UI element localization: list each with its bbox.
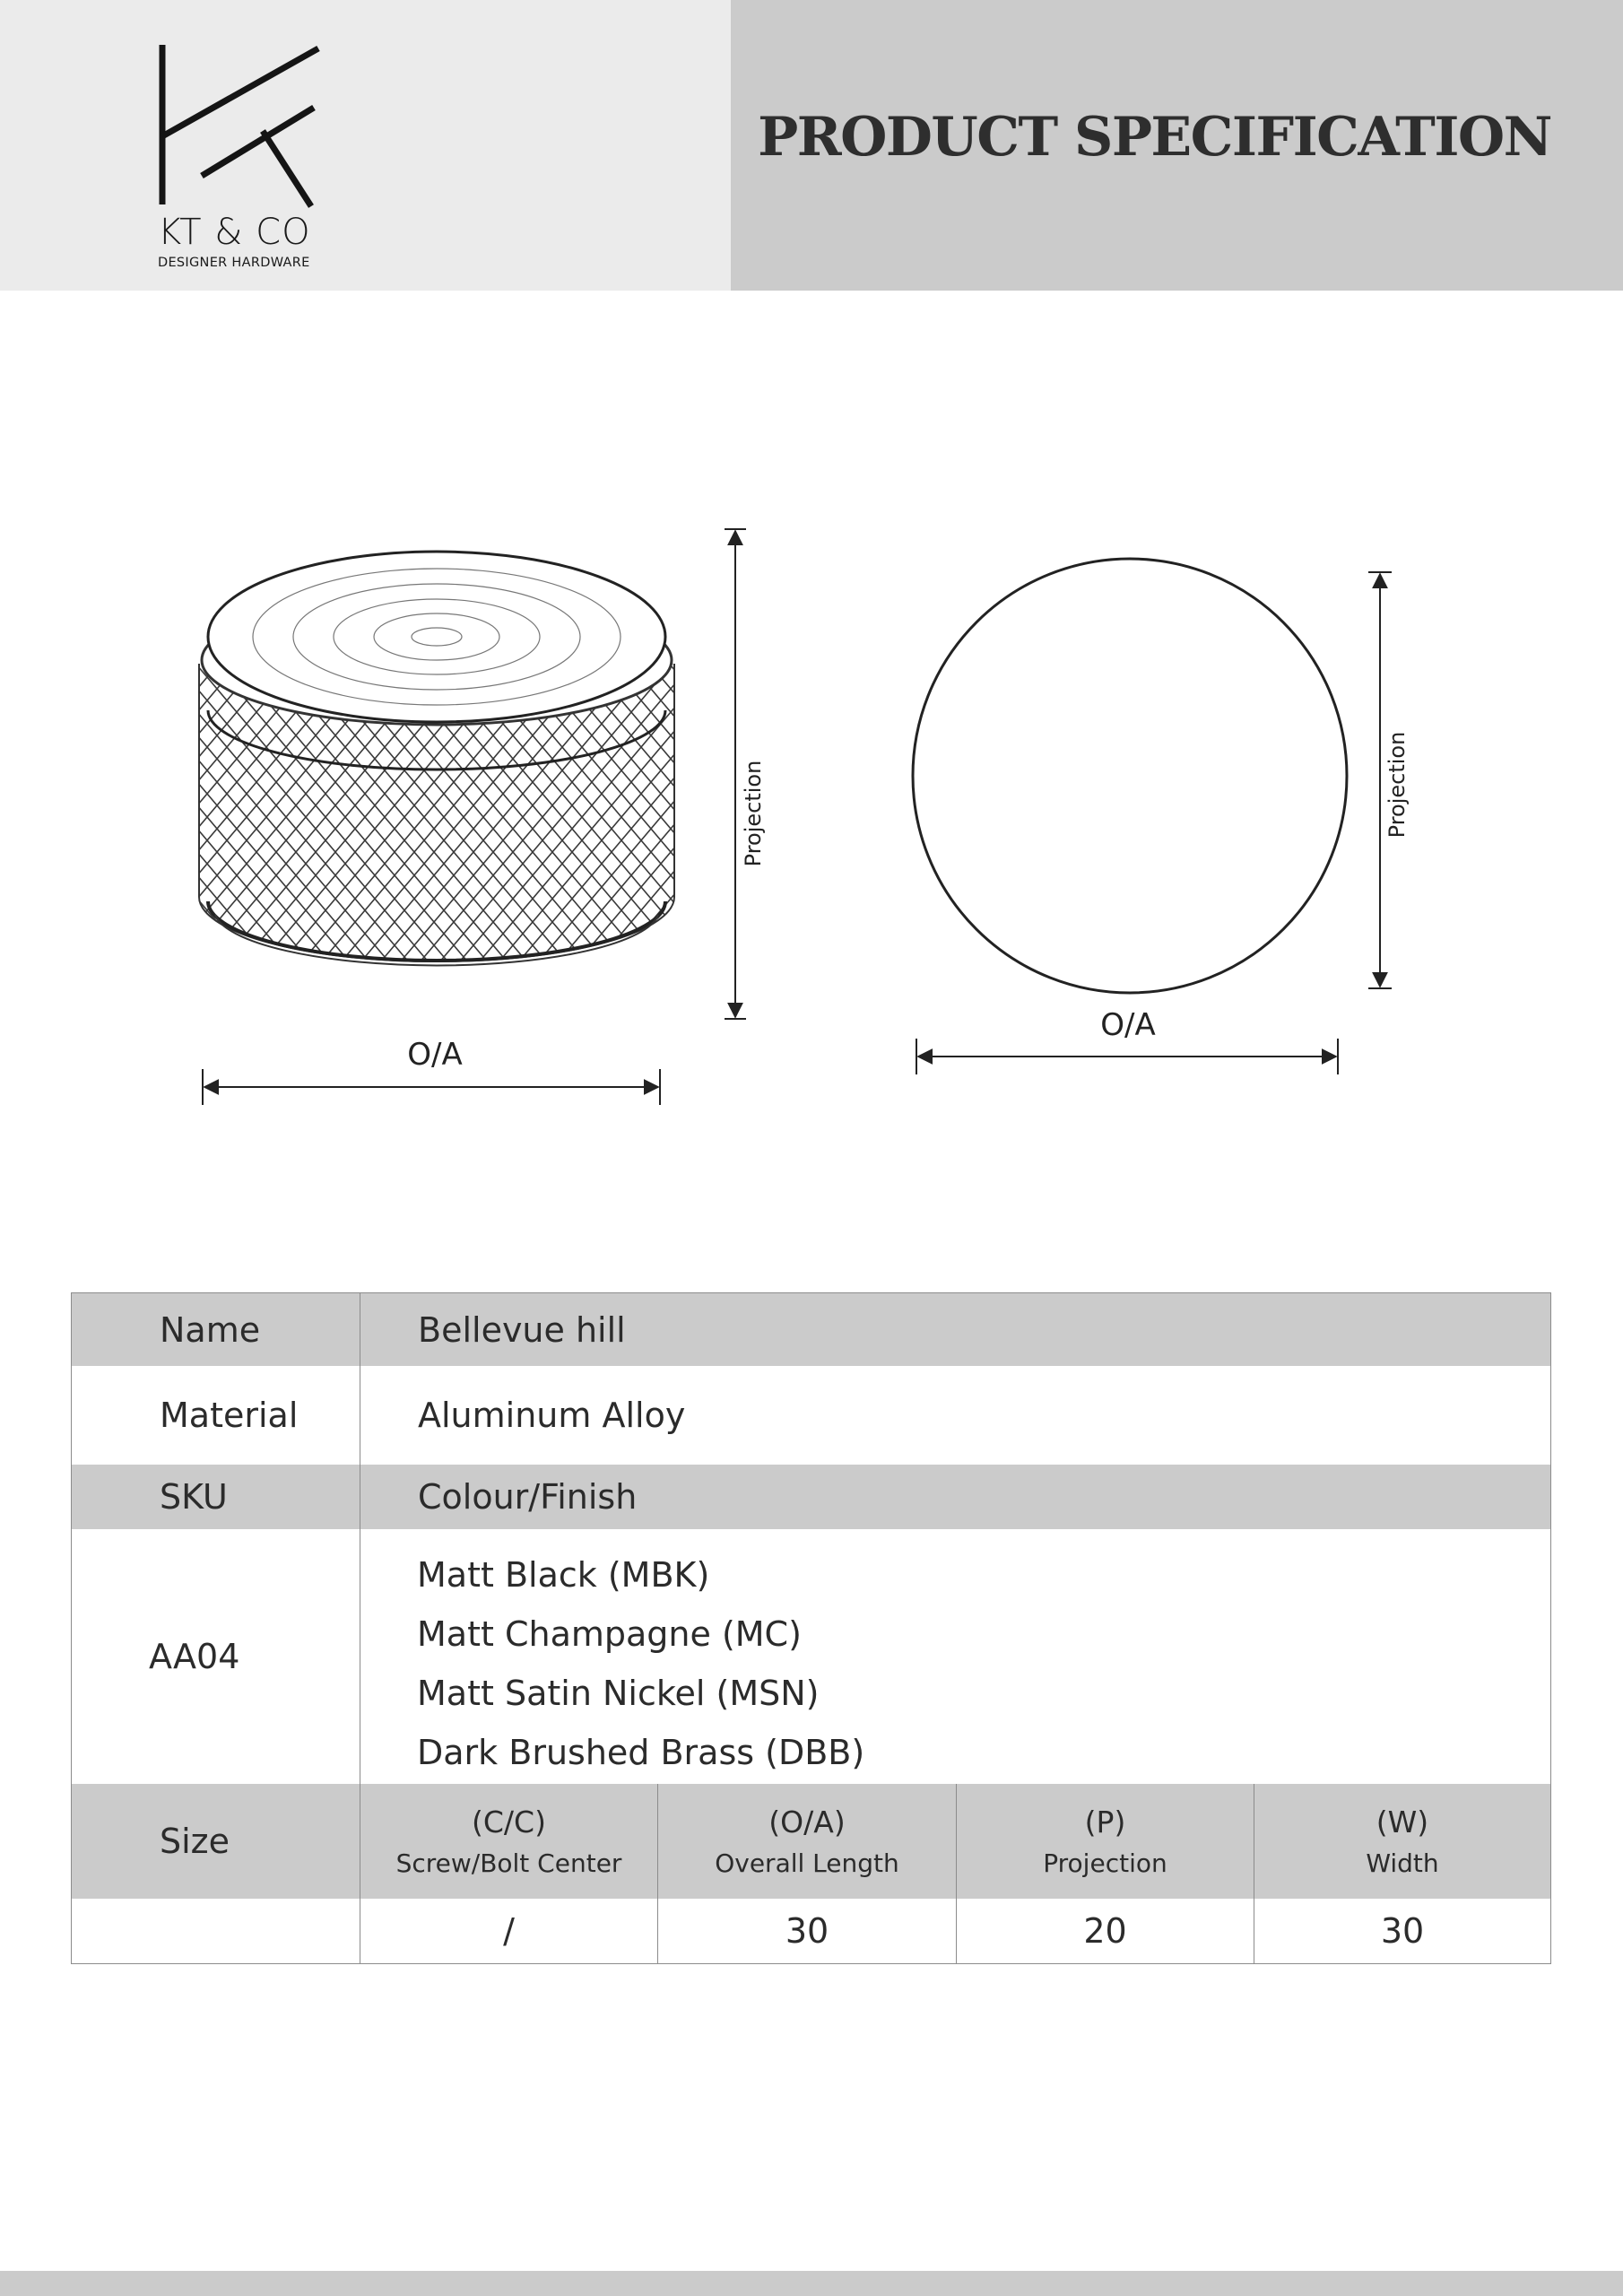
- size-col-code: (O/A): [768, 1805, 846, 1839]
- size-col-p: [957, 1784, 1254, 1899]
- size-col-desc: Projection: [1043, 1848, 1167, 1878]
- size-col-code: (W): [1376, 1805, 1429, 1839]
- finish-item: Matt Black (MBK): [417, 1555, 710, 1595]
- row-material: [72, 1366, 1550, 1465]
- size-col-oa: [658, 1784, 957, 1899]
- size-col-code: (C/C): [472, 1805, 546, 1839]
- finish-item: Matt Champagne (MC): [417, 1614, 802, 1654]
- row-sku-header: [72, 1465, 1550, 1529]
- technical-drawings: [0, 502, 1623, 1148]
- size-value: 30: [1380, 1911, 1425, 1951]
- brand-name: KT & CO: [158, 212, 311, 253]
- row-size-header: [72, 1784, 1550, 1899]
- size-value-cc: [360, 1899, 658, 1963]
- size-col-code: (P): [1084, 1805, 1126, 1839]
- size-value: 20: [1083, 1911, 1127, 1951]
- size-value-oa: [658, 1899, 957, 1963]
- size-col-desc: Width: [1366, 1848, 1439, 1878]
- size-value-p: [957, 1899, 1254, 1963]
- projection-label-left: Projection: [741, 760, 766, 867]
- row-size-values: [72, 1899, 1550, 1963]
- kt-logo-icon: [157, 43, 323, 213]
- size-column-headers: [360, 1784, 1550, 1899]
- name-value: Bellevue hill: [418, 1309, 626, 1350]
- size-col-desc: Screw/Bolt Center: [395, 1848, 622, 1878]
- oa-label-right: O/A: [1100, 1007, 1156, 1043]
- material-value: Aluminum Alloy: [418, 1396, 686, 1435]
- oa-dimension-perspective: [203, 1069, 660, 1105]
- header-brand-panel: [0, 0, 731, 291]
- knob-perspective-drawing: [199, 552, 674, 965]
- page-title: PRODUCT SPECIFICATION: [758, 106, 1551, 169]
- size-value-w: [1254, 1899, 1550, 1963]
- size-col-desc: Overall Length: [715, 1848, 899, 1878]
- finish-item: Dark Brushed Brass (DBB): [417, 1733, 865, 1772]
- brand-tagline: DESIGNER HARDWARE: [158, 256, 310, 270]
- name-label: Name: [72, 1293, 360, 1366]
- size-value: 30: [785, 1911, 829, 1951]
- row-sku-finishes: [72, 1529, 1550, 1784]
- footer-bar: [0, 2271, 1623, 2296]
- sku-label: SKU: [72, 1465, 360, 1529]
- knob-front-view-circle: [913, 559, 1347, 993]
- oa-label-left: O/A: [407, 1037, 463, 1073]
- size-label: Size: [72, 1784, 360, 1899]
- finish-list: [360, 1529, 1550, 1784]
- size-values-label: [72, 1899, 360, 1963]
- size-col-w: [1254, 1784, 1550, 1899]
- oa-dimension-front: [916, 1039, 1338, 1074]
- material-label: Material: [72, 1366, 360, 1465]
- projection-label-right: Projection: [1384, 731, 1410, 839]
- sku-value: AA04: [72, 1529, 360, 1784]
- row-name: [72, 1293, 1550, 1366]
- size-value: /: [503, 1911, 515, 1951]
- size-values: [360, 1899, 1550, 1963]
- size-col-cc: [360, 1784, 658, 1899]
- finish-item: Matt Satin Nickel (MSN): [417, 1674, 820, 1713]
- spec-table: [71, 1292, 1551, 1964]
- finish-header: Colour/Finish: [418, 1477, 638, 1517]
